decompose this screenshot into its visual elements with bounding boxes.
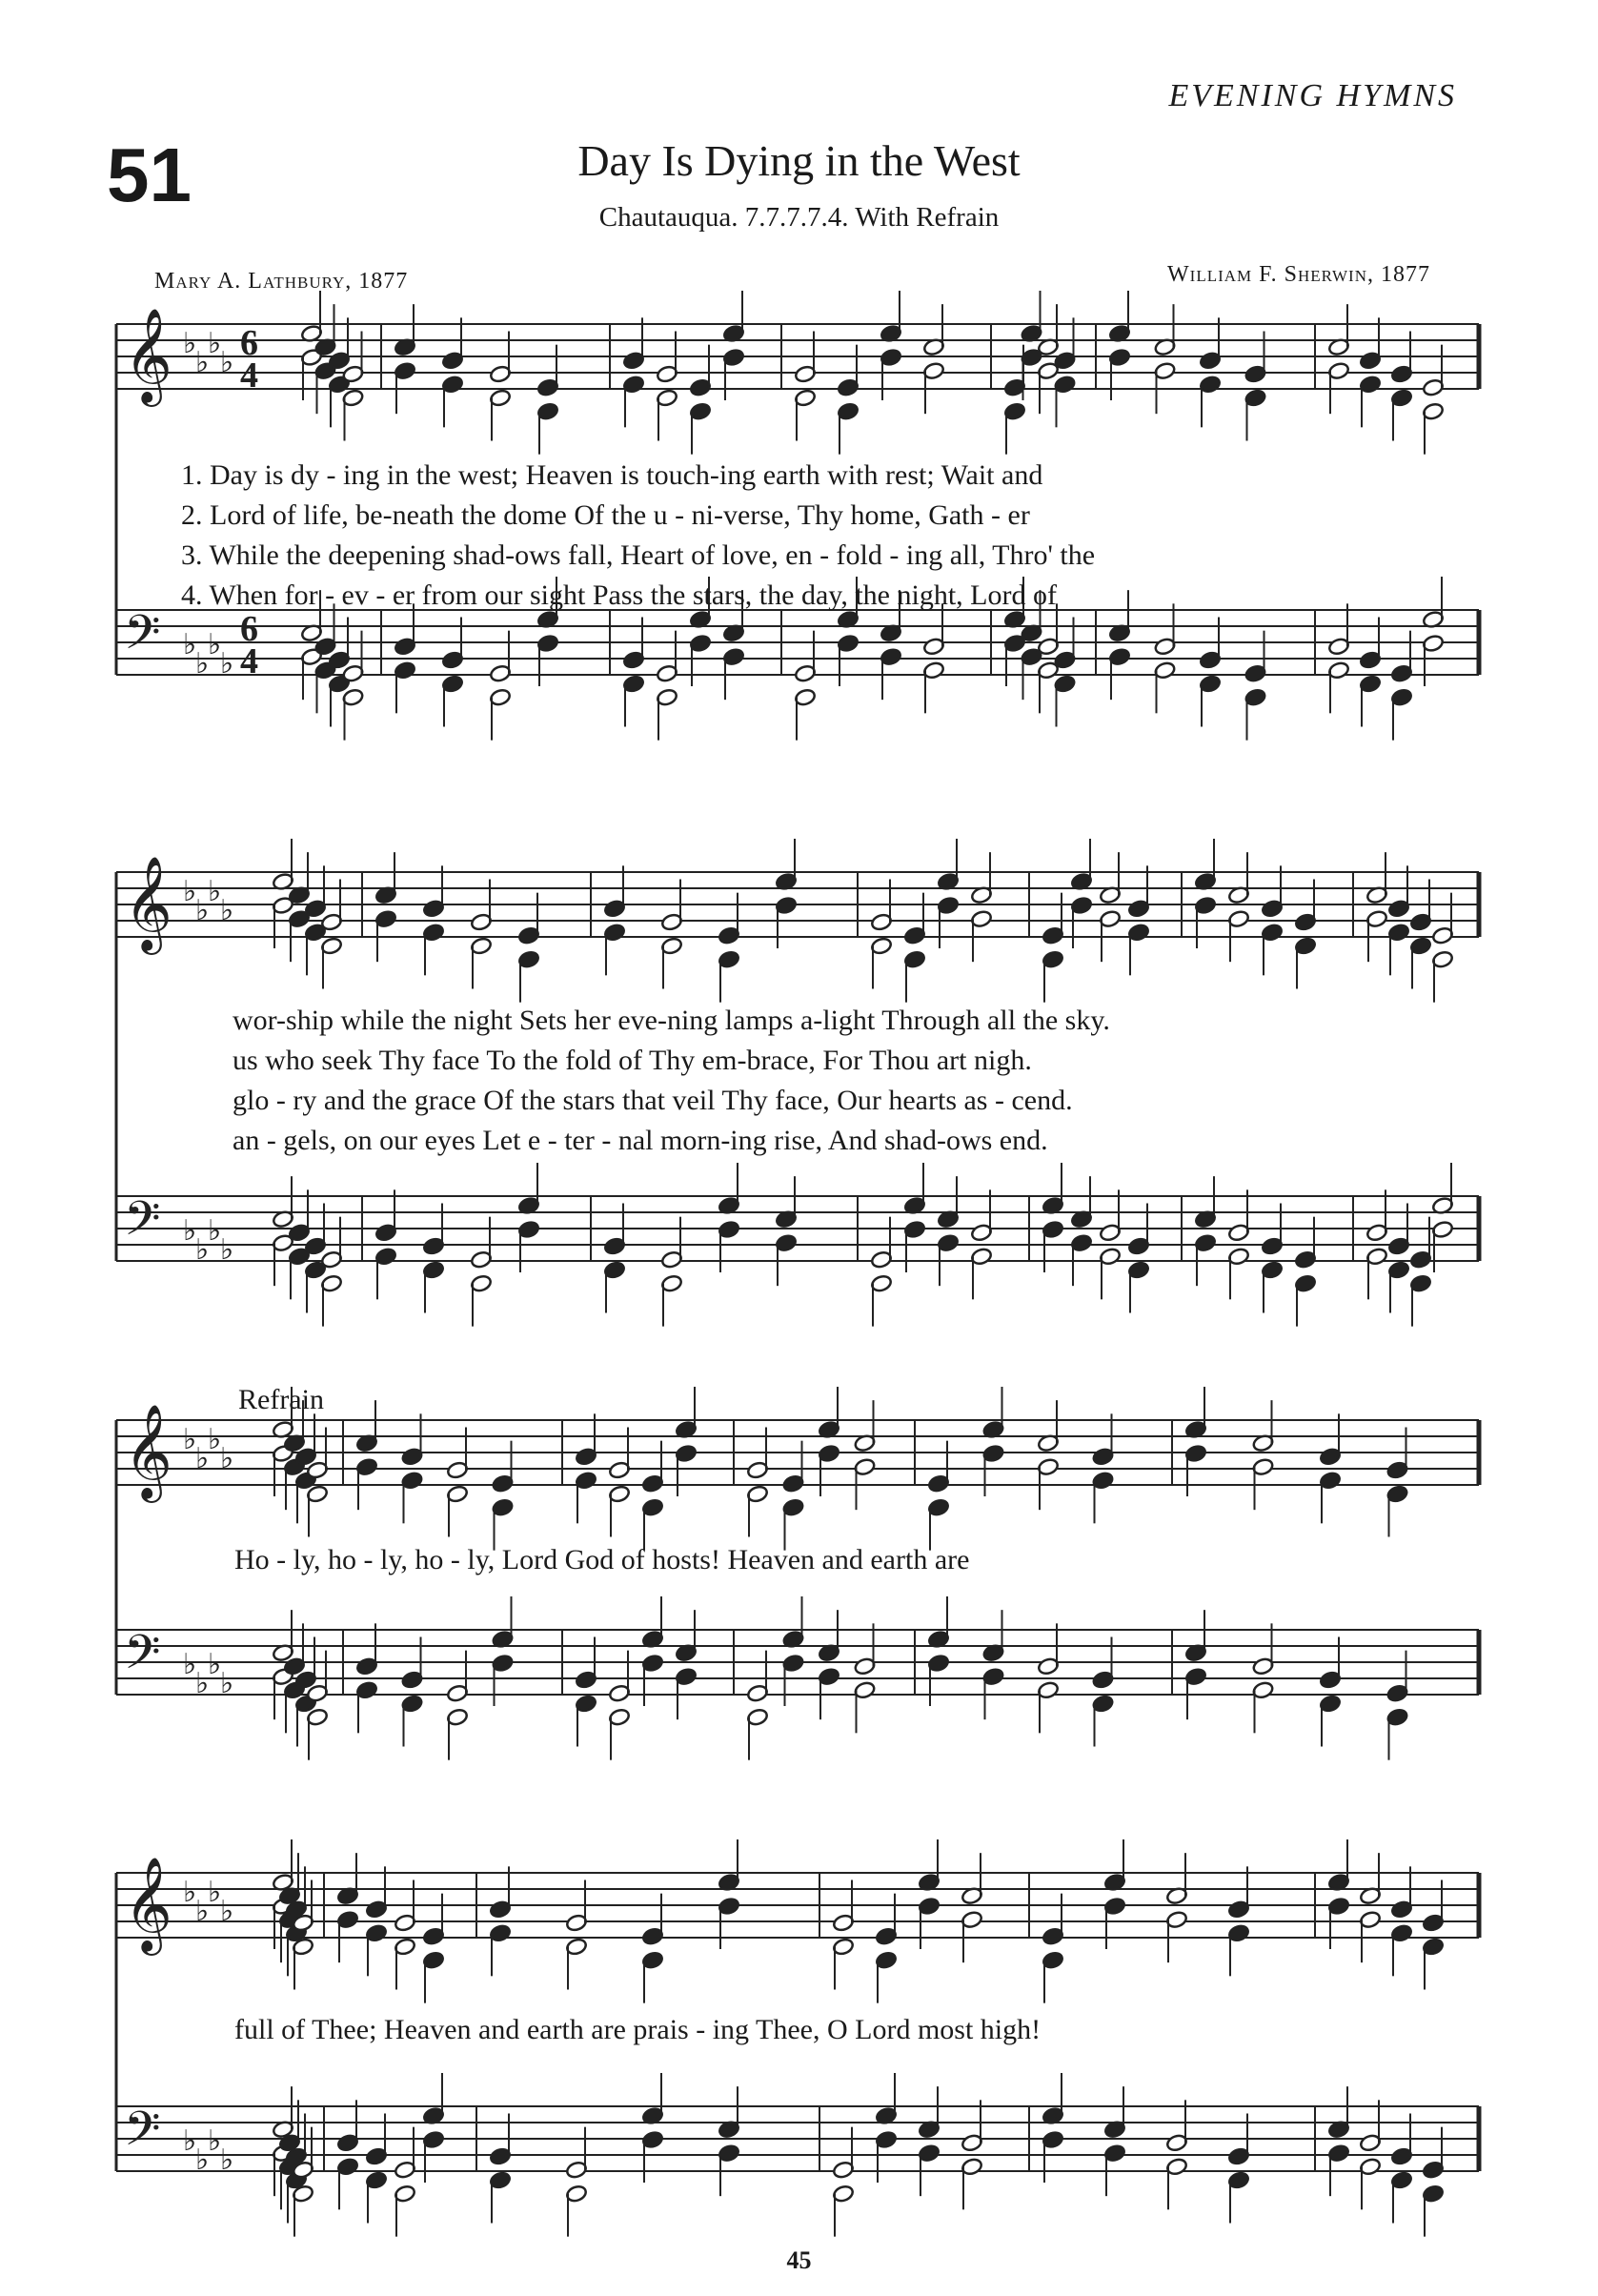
stanza-2-line-1: 2. Lord of life, be-neath the dome Of the u - ni-verse, Thy home, Gath - er <box>181 499 1030 531</box>
author-credit: Mary A. Lathbury, 1877 <box>154 269 409 294</box>
flat-icon: ♭ <box>220 1442 234 1475</box>
flat-icon: ♭ <box>183 875 197 908</box>
refrain-label: Refrain <box>238 1384 324 1415</box>
composer-credit: William F. Sherwin, 1877 <box>1167 262 1430 287</box>
time-signature-bottom: 4 <box>240 641 258 681</box>
music-system-1 <box>0 308 1598 762</box>
bass-clef-icon: 𝄢 <box>124 1191 161 1258</box>
stanza-3-line-2: glo - ry and the grace Of the stars that veil Thy face, Our hearts as - cend. <box>233 1085 1073 1116</box>
flat-icon: ♭ <box>183 628 197 661</box>
flat-icon: ♭ <box>195 647 210 681</box>
flat-icon: ♭ <box>195 2144 210 2177</box>
treble-clef-icon: 𝄞 <box>124 1857 172 1952</box>
flat-icon: ♭ <box>208 1648 222 1681</box>
treble-clef-icon: 𝄞 <box>124 856 172 951</box>
time-signature-top: 6 <box>240 609 258 649</box>
flat-icon: ♭ <box>220 1233 234 1267</box>
bass-clef-icon: 𝄢 <box>124 1625 161 1692</box>
flat-icon: ♭ <box>183 327 197 360</box>
time-signature-top: 6 <box>240 323 258 363</box>
flat-icon: ♭ <box>195 894 210 927</box>
hymn-title: Day Is Dying in the West <box>577 136 1021 185</box>
bass-clef-icon: 𝄢 <box>124 2102 161 2168</box>
hymn-meter: Chautauqua. 7.7.7.7.4. With Refrain <box>598 202 1000 233</box>
stanza-1-line-1: 1. Day is dy - ing in the west; Heaven is touch-ing earth with rest; Wait and <box>181 459 1043 491</box>
time-signature-bottom: 4 <box>240 356 258 396</box>
flat-icon: ♭ <box>220 1667 234 1700</box>
refrain-line-2: full of Thee; Heaven and earth are prais - ing Thee, O Lord most high! <box>234 2014 1042 2045</box>
treble-clef-icon: 𝄞 <box>124 308 172 403</box>
stanza-3-line-1: 3. While the deepening shad-ows fall, Heart of love, en - fold - ing all, Thro' the <box>181 539 1096 571</box>
flat-icon: ♭ <box>208 875 222 908</box>
flat-icon: ♭ <box>195 1667 210 1700</box>
flat-icon: ♭ <box>183 1423 197 1456</box>
music-system-2 <box>0 856 1598 1301</box>
flat-icon: ♭ <box>220 1895 234 1928</box>
flat-icon: ♭ <box>208 327 222 360</box>
flat-icon: ♭ <box>183 1214 197 1248</box>
flat-icon: ♭ <box>220 647 234 681</box>
flat-icon: ♭ <box>220 2144 234 2177</box>
bass-clef-icon: 𝄢 <box>124 605 161 672</box>
hymn-number: 51 <box>107 132 192 217</box>
refrain-line-1: Ho - ly, ho - ly, ho - ly, Lord God of hosts! Heaven and earth are <box>234 1544 970 1575</box>
flat-icon: ♭ <box>208 1876 222 1909</box>
flat-icon: ♭ <box>208 2124 222 2158</box>
flat-icon: ♭ <box>208 628 222 661</box>
flat-icon: ♭ <box>220 894 234 927</box>
treble-clef-icon: 𝄞 <box>124 1404 172 1499</box>
flat-icon: ♭ <box>183 2124 197 2158</box>
flat-icon: ♭ <box>195 1442 210 1475</box>
flat-icon: ♭ <box>183 1876 197 1909</box>
flat-icon: ♭ <box>208 1423 222 1456</box>
flat-icon: ♭ <box>195 346 210 379</box>
flat-icon: ♭ <box>220 346 234 379</box>
stanza-4-line-2: an - gels, on our eyes Let e - ter - nal morn-ing rise, And shad-ows end. <box>233 1125 1048 1156</box>
flat-icon: ♭ <box>183 1648 197 1681</box>
flat-icon: ♭ <box>208 1214 222 1248</box>
stanza-1-line-2: wor-ship while the night Sets her eve-ning lamps a-light Through all the sky. <box>233 1005 1110 1036</box>
section-title: EVENING HYMNS <box>1168 78 1457 113</box>
flat-icon: ♭ <box>195 1895 210 1928</box>
stanza-2-line-2: us who seek Thy face To the fold of Thy em-brace, For Thou art nigh. <box>233 1045 1032 1076</box>
stanza-4-line-1: 4. When for - ev - er from our sight Pass the stars, the day, the night, Lord of <box>181 579 1057 611</box>
flat-icon: ♭ <box>195 1233 210 1267</box>
page-number: 45 <box>786 2246 812 2274</box>
